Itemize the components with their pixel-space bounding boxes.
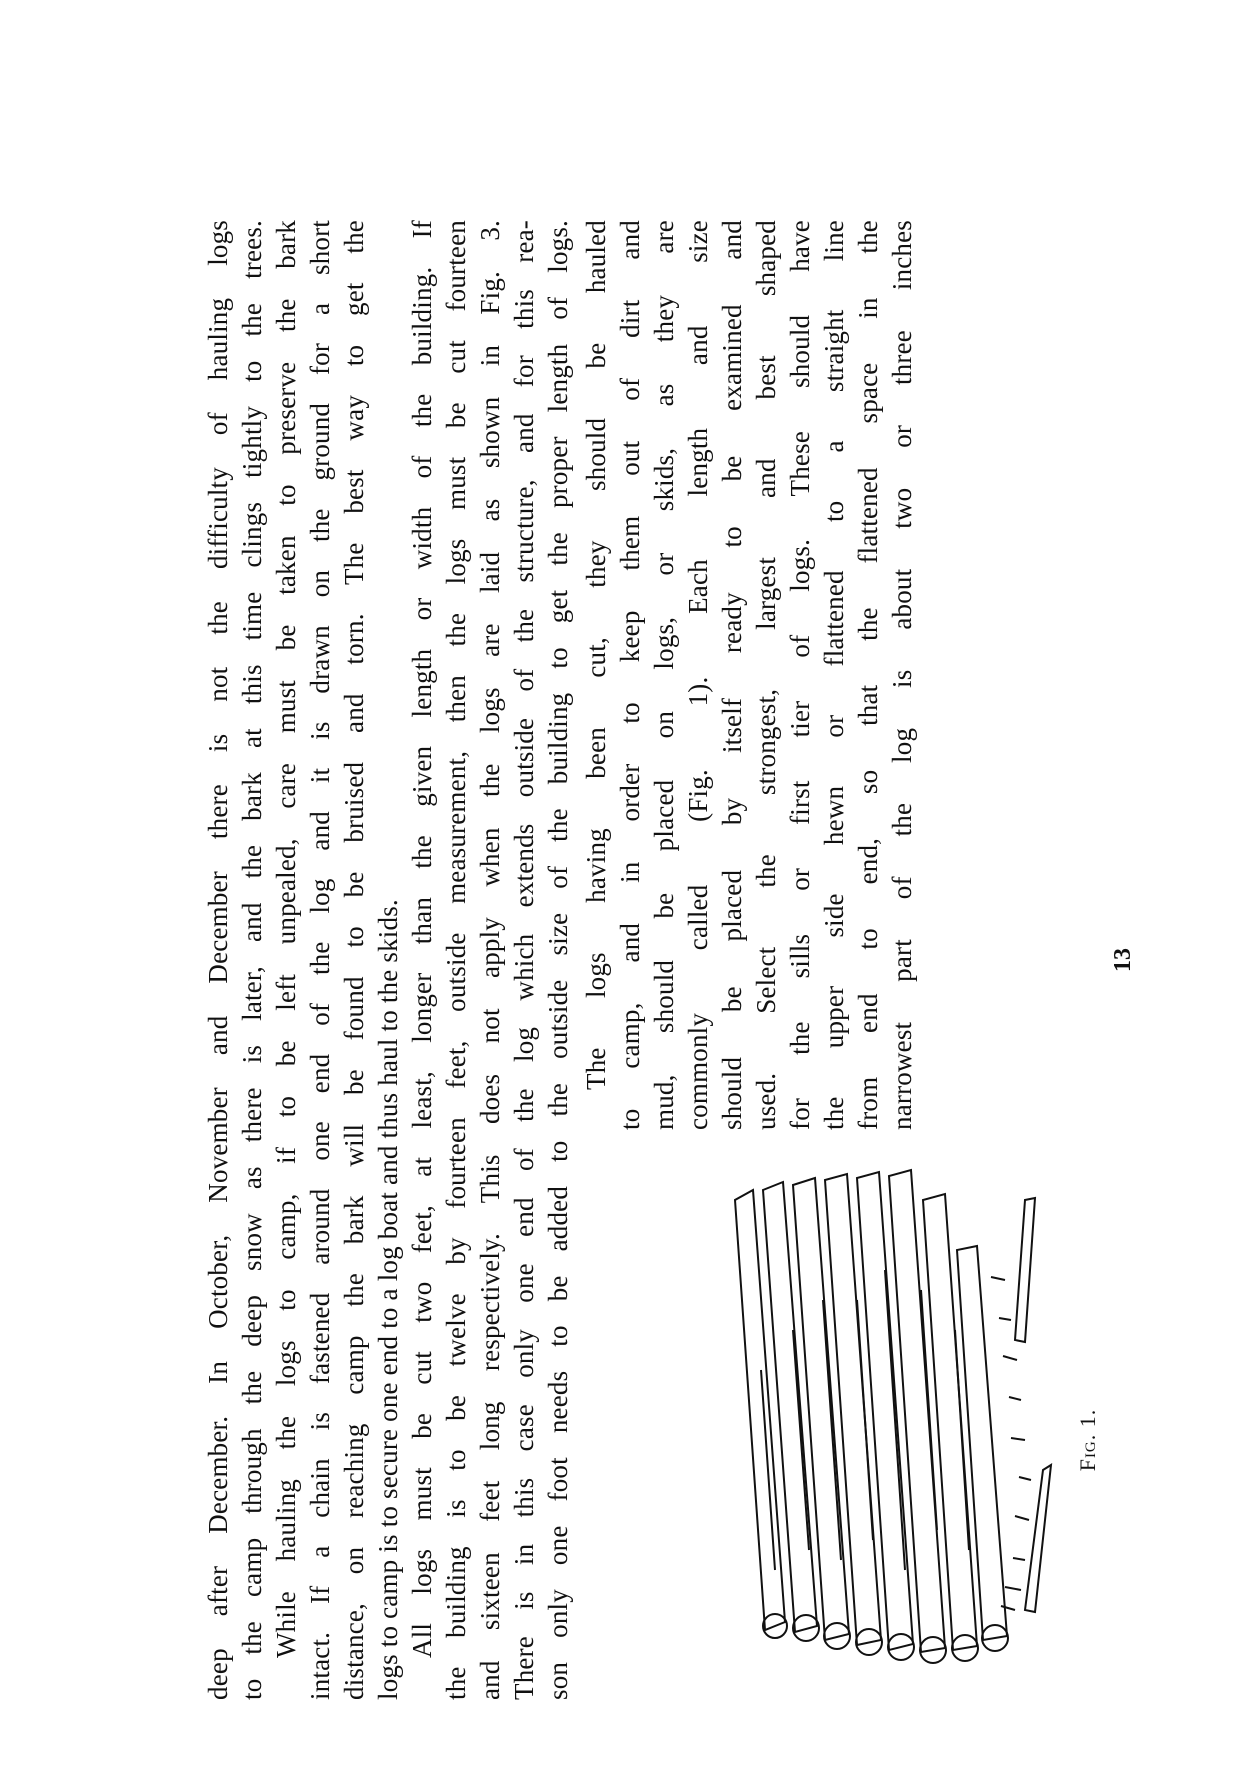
side-line-10: narrowest part of the log is about two or three inches <box>887 220 917 1130</box>
figure-caption: Fig. 1. <box>1075 1408 1100 1472</box>
rotated-text-frame <box>205 110 1155 1700</box>
text-line-9: and sixteen feet long respectively. This does not apply when the logs are laid as shown in Fig. 3. <box>475 220 505 1700</box>
side-line-6: used. Select the strongest, largest and best shaped <box>751 220 781 1130</box>
text-line-10: There is in this case only one end of the log which extends outside of the structure, and for this rea- <box>509 220 539 1700</box>
side-line-2: to camp, and in order to keep them out of dirt and <box>615 220 645 1130</box>
side-line-1: The logs having been cut, they should be hauled <box>581 220 611 1090</box>
text-line-6: logs to camp is to secure one end to a log boat and thus haul to the skids. <box>373 899 403 1700</box>
text-line-2: to the camp through the deep snow as there is later, and the bark at this time clings tightly to the trees. <box>237 220 267 1700</box>
side-line-5: should be placed by itself ready to be examined and <box>717 220 747 1130</box>
side-line-9: from end to end, so that the flattened space in the <box>853 220 883 1130</box>
text-line-5: distance, on reaching camp the bark will be found to be bruised and torn. The best way to get the <box>339 220 369 1700</box>
side-line-8: the upper side hewn or flattened to a straight line <box>819 220 849 1130</box>
side-line-7: for the sills or first tier of logs. These should have <box>785 220 815 1130</box>
text-line-3: While hauling the logs to camp, if to be left unpealed, care must be taken to preserve the bark <box>271 220 301 1658</box>
text-line-7: All logs must be cut two feet, at least, longer than the given length or width of the building. If <box>407 220 437 1658</box>
text-line-4: intact. If a chain is fastened around one end of the log and it is drawn on the ground for a short <box>305 220 335 1700</box>
page-number: 13 <box>1110 948 1136 972</box>
log-pile-drawing <box>725 1160 1055 1670</box>
text-line-8: the building is to be twelve by fourteen feet, outside measurement, then the logs must be cut fourteen <box>441 220 471 1700</box>
log-pile-illustration <box>725 1160 1055 1670</box>
side-line-4: commonly called (Fig. 1). Each length and size <box>683 220 713 1130</box>
side-line-3: mud, should be placed on logs, or skids, as they are <box>649 220 679 1130</box>
text-line-1: deep after December. In October, November and December there is not the difficulty of hauling logs <box>203 220 233 1700</box>
text-line-11: son only one foot needs to be added to the outside size of the building to get the proper length of logs. <box>543 220 573 1700</box>
